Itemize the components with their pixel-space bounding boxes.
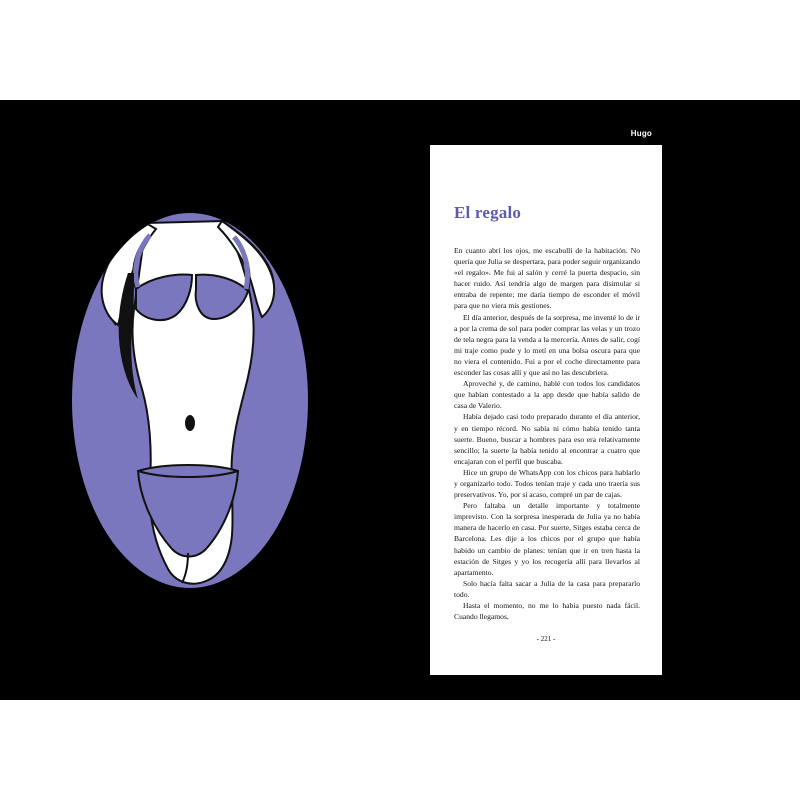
paragraph: Aproveché y, de camino, hablé con todos los candidatos que habían contestado a la app desde que había salido de casa de Valerio. [454, 379, 640, 411]
running-head: Hugo [630, 129, 652, 138]
body-text [454, 245, 640, 622]
torso-lingerie-illustration [72, 213, 308, 588]
paragraph: Solo hacía falta sacar a Julia de la casa para prepararlo todo. [454, 578, 640, 599]
paragraph: Hice un grupo de WhatsApp con los chicos para hablarlo y organizarlo todo. Todos tenían traje y cada uno traería sus preservativos. Yo, por si acaso, compré un par de cajas. [454, 467, 640, 500]
right-book-page [430, 129, 662, 675]
paragraph: Había dejado casi todo preparado durante el día anterior, y en tiempo récord. No sabía ni cómo había tenido tanta suerte. Bueno, buscar a hombres para eso era relativamente sencillo; la suerte la había tenido al encontrar a cuatro que encajaran con el perfil que buscaba. [454, 412, 640, 466]
figure-svg [72, 213, 308, 588]
paragraph: Hasta el momento, no me lo había puesto nada fácil. Cuando llegamos, [454, 601, 640, 622]
book-spread [0, 100, 800, 700]
page-number: - 221 - [536, 635, 556, 643]
left-page-illustration-panel [0, 100, 400, 700]
chapter-title: El regalo [454, 203, 522, 222]
illustration-ellipse-background [72, 213, 308, 588]
paragraph: El día anterior, después de la sorpresa, me inventé lo de ir a por la crema de sol para poder comprar las velas y un trozo de tela negra para la venda a la mercería. Antes de salir, cogí mi traje como pude y lo metí en una bolsa oscura para que no viera el contenido. Fui a por el coche directamente para esconder las cosas allí y que así no las descubriera. [454, 312, 640, 378]
paragraph: En cuanto abrí los ojos, me escabullí de la habitación. No quería que Julia se despertara, para poder seguir organizando «el regalo». Me fui al salón y cerré la puerta despacio, sin hacer ruido. Así tendría algo de margen para disimular si entraba de repente; me daría tiempo de esconder el móvil para que no viera mis gestiones. [454, 246, 640, 311]
paragraph: Pero faltaba un detalle importante y totalmente imprevisto. Con la sorpresa inesperada de Julia ya no había manera de hacerlo en casa. Por suerte, Sitges estaba cerca de Barcelona. Les dije a los chicos por el grupo que había habido un cambio de planes: tenían que ir en tren hasta la estación de Sitges y yo los recogería allí para llevarlos al apartamento. [454, 501, 640, 577]
